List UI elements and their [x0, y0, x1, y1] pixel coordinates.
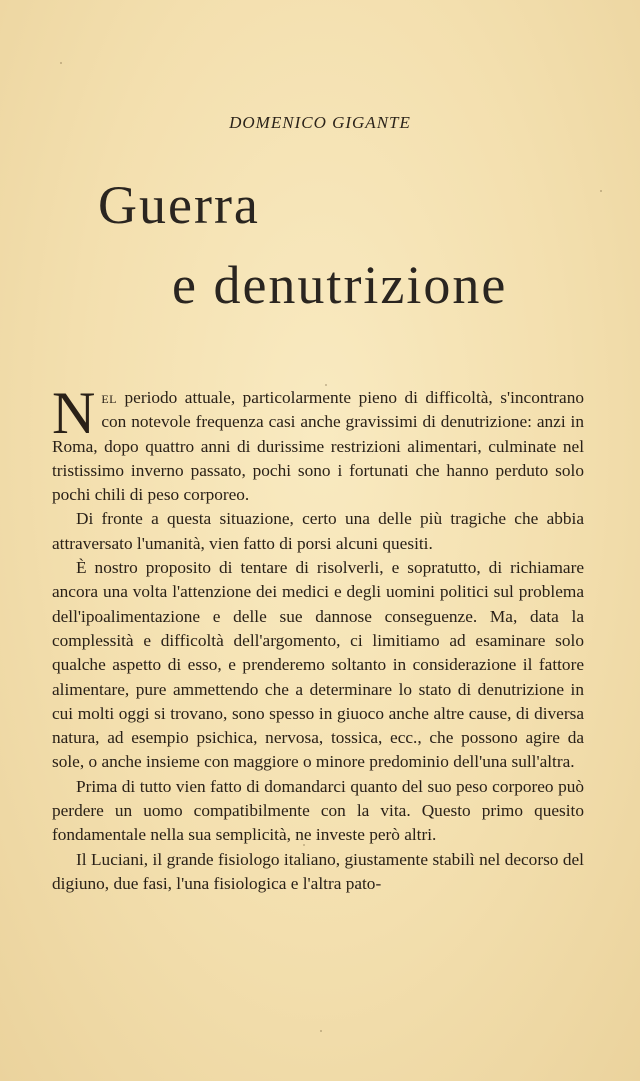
paragraph-2: Di fronte a questa situazione, certo una delle più tragiche che abbia attraversato l'umanità, vien fatto di porsi alcuni quesiti.: [52, 509, 584, 553]
drop-cap-word-rest: el: [101, 388, 118, 407]
paper-speck: [303, 844, 305, 846]
drop-cap: N: [52, 380, 96, 446]
paragraph-5: Il Luciani, il grande fisiologo italiano, giustamente stabilì nel decorso del digiuno, due fasi, l'una fisiologica e l'altra pato-: [52, 849, 584, 893]
paragraph-3: È nostro proposito di tentare di risolverli, e sopratutto, di richiamare ancora una volta l'attenzione dei medici e degli uomini politici sul problema dell'ipoalimentazione e delle sue dannose conseguenze. Ma, data la complessità e difficoltà dell'argomento, ci limitiamo ad esaminare solo qualche aspetto di esso, e prenderemo soltanto in considerazione il fattore alimentare, pure ammettendo che a determinare lo stato di denutrizione in cui molti oggi si trovano, sono spesso in giuoco anche altre cause, di diversa natura, ad esempio psichica, nervosa, tossica, ecc., che possono agire da sole, o anche insieme con maggiore o minore predominio dell'una sull'altra.: [52, 558, 584, 772]
paragraph-1: [52, 380, 584, 507]
author-name: DOMENICO GIGANTE: [229, 113, 411, 132]
title-line-2: e denutrizione: [172, 255, 508, 315]
paper-speck: [325, 384, 327, 386]
title-line-1: Guerra: [98, 175, 260, 235]
paragraph-1-text: periodo attuale, particolarmente pieno di difficoltà, s'incontrano con notevole frequenza casi anche gravissimi di denutrizione: anzi in Roma, dopo quattro anni di durissime restrizioni alimentari, culminate nel tristissimo inverno passato, pochi sono i fortunati che hanno perduto solo pochi chili di peso corporeo.: [52, 388, 584, 505]
paragraph-4: Prima di tutto vien fatto di domandarci quanto del suo peso corporeo può perdere un uomo compatibilmente con la vita. Questo primo quesito fondamentale nella sua semplicità, ne investe però altri.: [52, 776, 584, 845]
paper-speck: [60, 62, 62, 64]
article-body: [52, 380, 584, 896]
paper-speck: [600, 190, 602, 192]
paper-speck: [320, 1030, 322, 1032]
